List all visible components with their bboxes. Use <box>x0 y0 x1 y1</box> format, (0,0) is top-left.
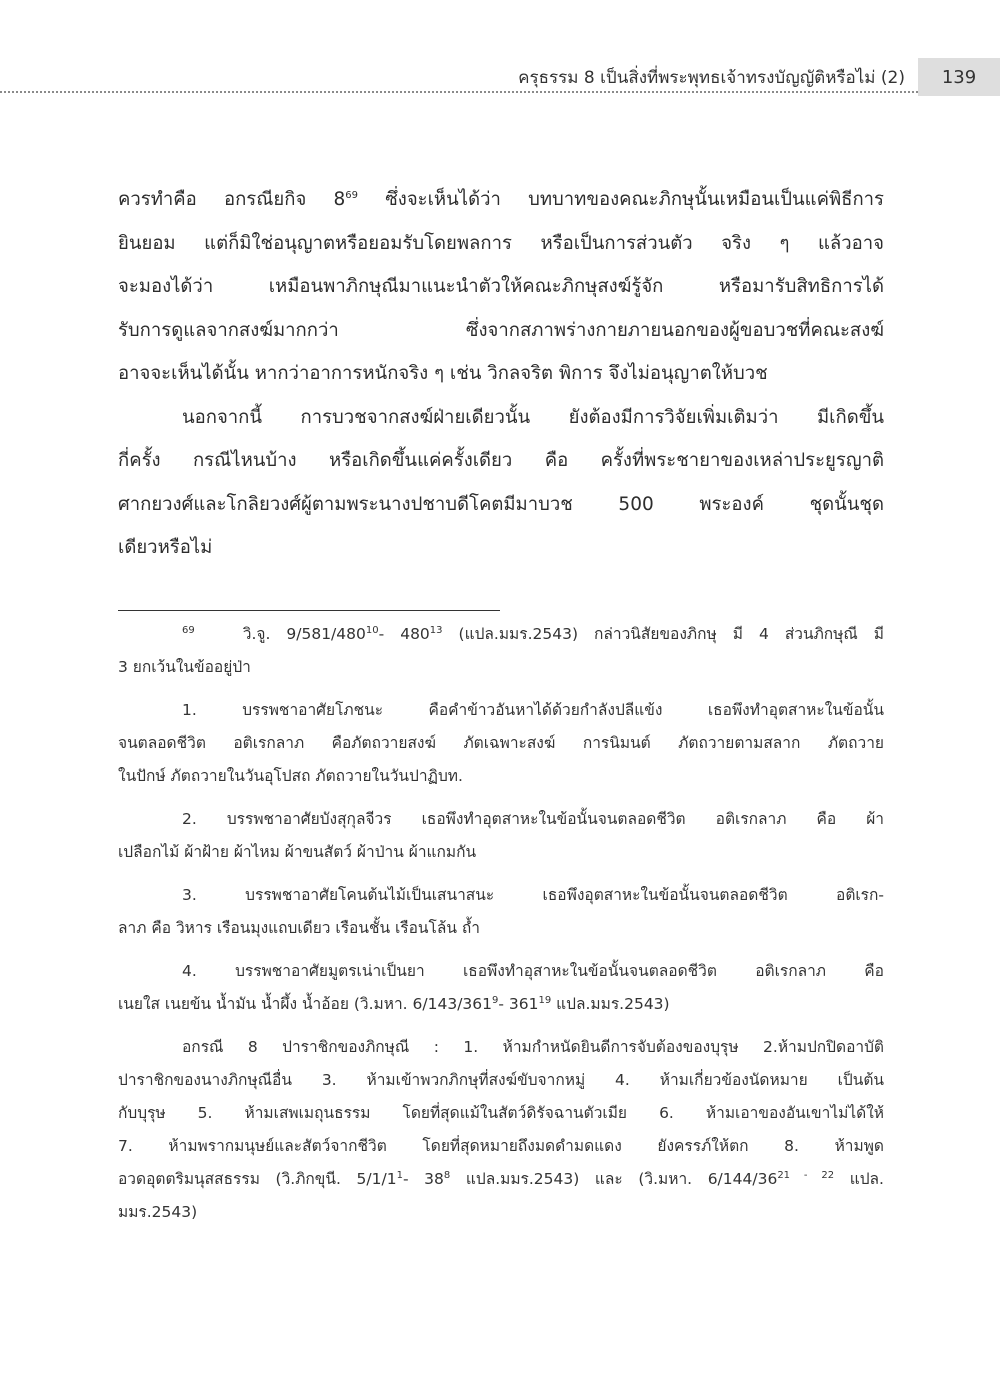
text-run: วิ.จู. 9/581/480 <box>242 625 366 643</box>
superscript: 21 - 22 <box>777 1169 835 1181</box>
text-run: - 38 <box>402 1170 444 1188</box>
text-line <box>118 618 884 651</box>
text-line: 7. ห้ามพรากมนุษย์และสัตว์จากชีวิต โดยที่สุดหมายถึงมดดำมดแดง ยังครรภ์ให้ตก 8. ห้ามพูด <box>118 1137 884 1155</box>
text-line: จะมองได้ว่า เหมือนพาภิกษุณีมาแนะนำตัวให้คณะภิกษุสงฆ์รู้จัก หรือมารับสิทธิการได้ <box>118 276 884 297</box>
text-line: 3. บรรพชาอาศัยโคนต้นไม้เป็นเสนาสนะ เธอพึงอุตสาหะในข้อนั้นจนตลอดชีวิต อติเรก- <box>182 886 884 904</box>
footnote-item-2 <box>118 803 884 869</box>
footnote-item-5 <box>118 1031 884 1229</box>
text-line: เดียวหรือไม่ <box>118 537 213 558</box>
text-line: ปาราชิกของนางภิกษุณีอื่น 3. ห้ามเข้าพวกภิกษุที่สงฆ์ขับจากหมู่ 4. ห้ามเกี่ยวข้องนัดหมาย เป็นต้น <box>118 1071 884 1089</box>
text-line: มมร.2543) <box>118 1203 198 1221</box>
text-line: เปลือกไม้ ผ้าฝ้าย ผ้าไหม ผ้าขนสัตว์ ผ้าป่าน ผ้าแกมกัน <box>118 843 477 861</box>
main-text <box>118 178 884 570</box>
running-title: ครุธรรม 8 เป็นสิ่งที่พระพุทธเจ้าทรงบัญญัติหรือไม่ (2) <box>518 68 905 88</box>
footnote-item-1 <box>118 694 884 793</box>
text-line: อกรณี 8 ปาราชิกของภิกษุณี : 1. ห้ามกำหนัดยินดีการจับต้องของบุรุษ 2.ห้ามปกปิดอาบัติ <box>182 1038 884 1056</box>
footnote-ref[interactable]: 69 <box>345 189 359 201</box>
superscript: 13 <box>429 624 443 636</box>
text-run: เนยใส เนยข้น น้ำมัน น้ำผึ้ง น้ำอ้อย (วิ.มหา. 6/143/361 <box>118 995 493 1013</box>
text-line: ยินยอม แต่ก็มิใช่อนุญาตหรือยอมรับโดยพลการ หรือเป็นการส่วนตัว จริง ๆ แล้วอาจ <box>118 232 884 254</box>
superscript: 8 <box>443 1169 451 1181</box>
superscript: 19 <box>538 994 552 1006</box>
text-line: กี่ครั้ง กรณีไหนบ้าง หรือเกิดขึ้นแค่ครั้งเดียว คือ ครั้งที่พระชายาของเหล่าประยูรญาติ <box>118 450 884 471</box>
text-run: ซึ่งจะเห็นได้ว่า บทบาทของคณะภิกษุนั้นเหมือนเป็นแค่พิธีการ <box>358 189 884 210</box>
text-line: 2. บรรพชาอาศัยบังสุกุลจีวร เธอพึงทำอุตสาหะในข้อนั้นจนตลอดชีวิต อติเรกลาภ คือ ผ้า <box>182 810 884 828</box>
footnote-separator <box>118 610 500 611</box>
text-line: นอกจากนี้ การบวชจากสงฆ์ฝ่ายเดียวนั้น ยังต้องมีการวิจัยเพิ่มเติมว่า มีเกิดขึ้น <box>182 406 884 428</box>
text-line <box>118 1163 884 1196</box>
text-line: 1. บรรพชาอาศัยโภชนะ คือคำข้าวอันหาได้ด้วยกำลังปลีแข้ง เธอพึงทำอุตสาหะในข้อนั้น <box>182 701 884 719</box>
superscript: 10 <box>365 624 379 636</box>
footnote-number: 69 <box>182 624 195 636</box>
footnote-69 <box>118 618 884 684</box>
footnote-item-4 <box>118 955 884 1021</box>
text-line: ลาภ คือ วิหาร เรือนมุงแถบเดียว เรือนชั้น เรือนโล้น ถ้ำ <box>118 919 480 937</box>
text-line: รับการดูแลจากสงฆ์มากกว่า ซึ่งจากสภาพร่างกายภายนอกของผู้ขอบวชที่คณะสงฆ์ <box>118 319 884 341</box>
text-run: - 361 <box>498 995 539 1013</box>
text-line: 4. บรรพชาอาศัยมูตรเน่าเป็นยา เธอพึงทำอุสาหะในข้อนั้นจนตลอดชีวิต อติเรกลาภ คือ <box>182 962 884 980</box>
text-line: อาจจะเห็นได้นั้น หากว่าอาการหนักจริง ๆ เช่น วิกลจริต พิการ จึงไม่อนุญาตให้บวช <box>118 363 768 384</box>
text-run: - 480 <box>378 625 430 643</box>
superscript: 9 <box>492 994 499 1006</box>
text-line: ศากยวงศ์และโกลิยวงศ์ผู้ตามพระนางปชาบดีโคตมีมาบวช 500 พระองค์ ชุดนั้นชุด <box>118 493 884 515</box>
text-line <box>118 988 884 1021</box>
paragraph-1 <box>118 178 884 396</box>
text-run: แปล.มมร.2543) <box>551 995 670 1013</box>
text-run: ควรทำคือ อกรณียกิจ 8 <box>118 189 346 210</box>
text-run: แปล. <box>834 1170 884 1188</box>
superscript: 1 <box>396 1169 403 1181</box>
footnote-item-3 <box>118 879 884 945</box>
text-run: อวดอุตตริมนุสสธรรม (วิ.ภิกขุนี. 5/1/1 <box>118 1170 397 1188</box>
text-line <box>118 178 884 222</box>
page-header <box>0 0 1000 96</box>
footnotes <box>118 618 884 1239</box>
header-dotted-rule <box>0 91 918 93</box>
text-line: จนตลอดชีวิต อติเรกลาภ คือภัตถวายสงฆ์ ภัตเฉพาะสงฆ์ การนิมนต์ ภัตถวายตามสลาก ภัตถวาย <box>118 734 884 752</box>
text-line: 3 ยกเว้นในข้ออยู่ป่า <box>118 658 251 676</box>
text-run: แปล.มมร.2543) และ (วิ.มหา. 6/144/36 <box>450 1170 778 1188</box>
text-line: ในปักษ์ ภัตถวายในวันอุโปสถ ภัตถวายในวันปาฏิบท. <box>118 767 463 785</box>
paragraph-2 <box>118 396 884 570</box>
text-line: กับบุรุษ 5. ห้ามเสพเมถุนธรรม โดยที่สุดแม้ในสัตว์ดิรัจฉานตัวเมีย 6. ห้ามเอาของอันเขาไม่ได้ให้ <box>118 1104 884 1122</box>
text-run: (แปล.มมร.2543) กล่าวนิสัยของภิกษุ มี 4 ส่วนภิกษุณี มี <box>442 625 884 643</box>
page-number: 139 <box>918 58 1000 96</box>
